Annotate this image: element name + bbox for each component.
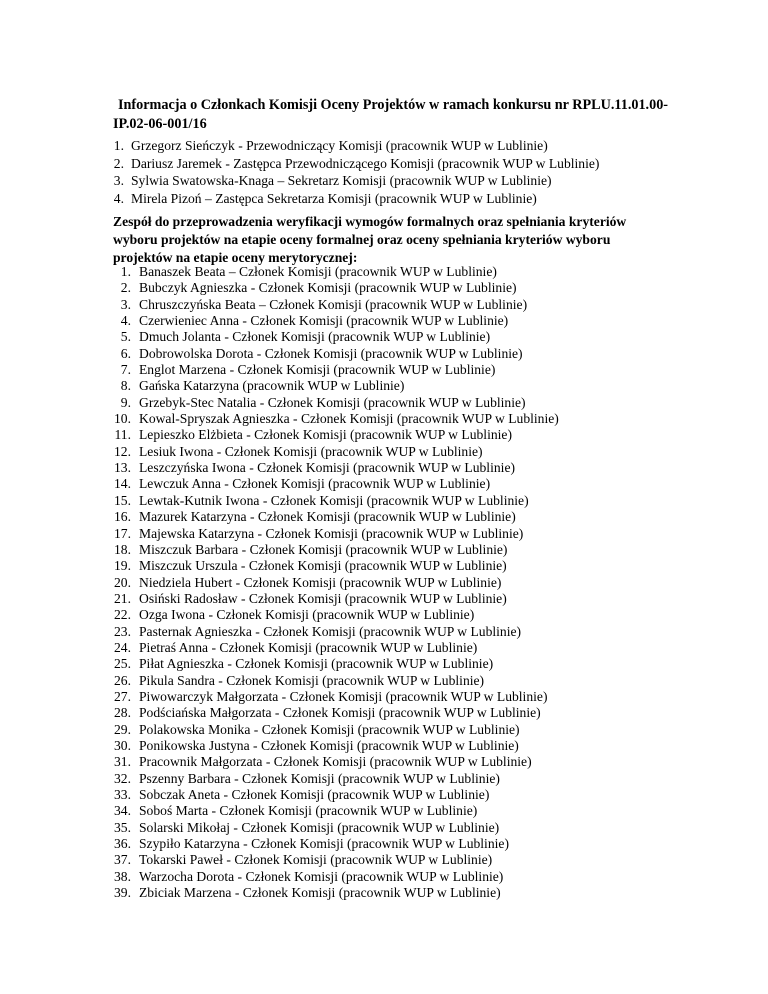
list-number: 32. [114, 770, 131, 786]
list-item-text: Englot Marzena - Członek Komisji (pracownik WUP w Lublinie) [139, 362, 496, 378]
list-item-text: Lepieszko Elżbieta - Członek Komisji (pracownik WUP w Lublinie) [139, 427, 512, 443]
list-number: 2. [120, 280, 131, 296]
list-item-text: Podściańska Małgorzata - Członek Komisji (pracownik WUP w Lublinie) [139, 705, 541, 721]
list-number: 28. [114, 705, 131, 721]
team-member-item [113, 427, 713, 443]
list-item-text: Ozga Iwona - Członek Komisji (pracownik WUP w Lublinie) [139, 607, 475, 623]
heading-line-1: Informacja o Członkach Komisji Oceny Projektów w ramach konkursu nr RPLU.11.01.00- [118, 97, 669, 113]
team-member-item [113, 460, 713, 476]
list-number: 2. [113, 155, 124, 171]
list-number: 35. [114, 819, 131, 835]
team-member-item [113, 803, 713, 819]
list-number: 31. [114, 754, 131, 770]
list-number: 4. [113, 190, 124, 206]
team-member-item [113, 787, 713, 803]
team-member-item [113, 329, 713, 345]
team-member-item [113, 378, 713, 394]
list-number: 37. [114, 852, 131, 868]
team-member-item [113, 558, 713, 574]
team-member-item [113, 754, 713, 770]
list-item-text: Sobczak Aneta - Członek Komisji (pracownik WUP w Lublinie) [139, 787, 490, 802]
list-number: 8. [120, 378, 131, 394]
team-member-item [113, 313, 713, 329]
team-member-item [113, 395, 713, 411]
list-item-text: Dobrowolska Dorota - Członek Komisji (pracownik WUP w Lublinie) [139, 345, 523, 361]
list-item-text: Pietraś Anna - Członek Komisji (pracownik WUP w Lublinie) [139, 639, 478, 655]
team-member-item [113, 656, 713, 672]
team-member-item [113, 280, 713, 296]
list-item-text: Czerwieniec Anna - Członek Komisji (pracownik WUP w Lublinie) [139, 313, 509, 329]
list-item-text: Majewska Katarzyna - Członek Komisji (pracownik WUP w Lublinie) [139, 525, 524, 541]
list-item-text: Mirela Pizoń – Zastępca Sekretarza Komisji (pracownik WUP w Lublinie) [131, 190, 537, 206]
list-item-text: Warzocha Dorota - Członek Komisji (pracownik WUP w Lublinie) [139, 868, 504, 884]
list-number: 36. [114, 836, 131, 852]
team-member-item [113, 264, 713, 280]
list-item-text: Banaszek Beata – Członek Komisji (pracownik WUP w Lublinie) [139, 264, 497, 279]
team-member-item [113, 722, 713, 738]
list-item-text: Lesiuk Iwona - Członek Komisji (pracownik WUP w Lublinie) [139, 443, 483, 459]
list-number: 27. [114, 688, 131, 704]
list-number: 10. [114, 411, 131, 427]
list-number: 1. [120, 264, 131, 279]
list-item-text: Leszczyńska Iwona - Członek Komisji (pracownik WUP w Lublinie) [139, 460, 515, 476]
list-number: 23. [114, 623, 131, 639]
list-number: 13. [114, 460, 131, 476]
list-number: 17. [114, 525, 131, 541]
committee-member-item [113, 137, 713, 155]
list-item-text: Miszczuk Urszula - Członek Komisji (pracownik WUP w Lublinie) [139, 558, 507, 574]
list-number: 5. [120, 329, 131, 345]
list-number: 6. [120, 345, 131, 361]
list-item-text: Polakowska Monika - Członek Komisji (pracownik WUP w Lublinie) [139, 721, 520, 737]
list-number: 3. [113, 173, 124, 188]
list-number: 19. [114, 558, 131, 574]
team-member-item [113, 705, 713, 721]
list-number: 1. [113, 138, 124, 153]
list-item-text: Lewtak-Kutnik Iwona - Członek Komisji (pracownik WUP w Lublinie) [139, 492, 529, 508]
list-item-text: Zbiciak Marzena - Członek Komisji (pracownik WUP w Lublinie) [139, 885, 501, 901]
team-member-item [113, 607, 713, 623]
team-member-item [113, 476, 713, 492]
team-member-item [113, 689, 713, 705]
team-member-item [113, 493, 713, 509]
team-member-item [113, 591, 713, 607]
list-number: 16. [114, 509, 131, 525]
committee-member-item [113, 155, 713, 173]
committee-member-item [113, 190, 713, 208]
team-member-item [113, 869, 713, 885]
team-title-line-3: projektów na etapie oceny merytorycznej: [113, 250, 358, 265]
team-member-item [113, 820, 713, 836]
list-item-text: Miszczuk Barbara - Członek Komisji (pracownik WUP w Lublinie) [139, 541, 508, 557]
list-number: 4. [120, 313, 131, 329]
team-member-item [113, 738, 713, 754]
document-heading [113, 96, 673, 134]
list-number: 18. [114, 541, 131, 557]
team-member-item [113, 673, 713, 689]
committee-members-list [113, 137, 713, 207]
team-member-item [113, 575, 713, 591]
team-member-item [113, 526, 713, 542]
list-number: 29. [114, 721, 131, 737]
list-item-text: Piłat Agnieszka - Członek Komisji (pracownik WUP w Lublinie) [139, 656, 494, 672]
team-title-line-1: Zespół do przeprowadzenia weryfikacji wymogów formalnych oraz spełniania kryteriów [113, 214, 627, 229]
team-members-list [113, 264, 713, 901]
list-number: 39. [114, 885, 131, 901]
list-number: 14. [114, 476, 131, 492]
list-item-text: Szypiło Katarzyna - Członek Komisji (pracownik WUP w Lublinie) [139, 836, 509, 852]
team-member-item [113, 624, 713, 640]
team-member-item [113, 852, 713, 868]
list-item-text: Dariusz Jaremek - Zastępca Przewodniczącego Komisji (pracownik WUP w Lublinie) [131, 155, 600, 171]
list-item-text: Kowal-Spryszak Agnieszka - Członek Komisji (pracownik WUP w Lublinie) [139, 411, 559, 427]
list-item-text: Piwowarczyk Małgorzata - Członek Komisji (pracownik WUP w Lublinie) [139, 688, 548, 704]
list-item-text: Lewczuk Anna - Członek Komisji (pracownik WUP w Lublinie) [139, 476, 491, 492]
team-section-title [113, 213, 673, 267]
list-number: 34. [114, 803, 131, 819]
team-member-item [113, 411, 713, 427]
list-item-text: Solarski Mikołaj - Członek Komisji (pracownik WUP w Lublinie) [139, 819, 500, 835]
list-item-text: Mazurek Katarzyna - Członek Komisji (pracownik WUP w Lublinie) [139, 509, 516, 525]
list-number: 15. [114, 492, 131, 508]
committee-member-item [113, 172, 713, 190]
team-member-item [113, 346, 713, 362]
team-member-item [113, 297, 713, 313]
team-member-item [113, 509, 713, 525]
list-number: 25. [114, 656, 131, 672]
team-member-item [113, 444, 713, 460]
list-number: 9. [120, 394, 131, 410]
list-item-text: Ponikowska Justyna - Członek Komisji (pracownik WUP w Lublinie) [139, 737, 519, 753]
list-item-text: Grzebyk-Stec Natalia - Członek Komisji (pracownik WUP w Lublinie) [139, 394, 526, 410]
list-number: 30. [114, 737, 131, 753]
list-number: 12. [114, 443, 131, 459]
list-item-text: Niedziela Hubert - Członek Komisji (pracownik WUP w Lublinie) [139, 574, 502, 590]
list-item-text: Tokarski Paweł - Członek Komisji (pracownik WUP w Lublinie) [139, 852, 493, 868]
heading-line-2: IP.02-06-001/16 [113, 116, 207, 132]
list-number: 33. [114, 787, 131, 802]
team-member-item [113, 362, 713, 378]
list-number: 22. [114, 607, 131, 623]
team-member-item [113, 836, 713, 852]
list-item-text: Gańska Katarzyna (pracownik WUP w Lublinie) [139, 378, 405, 394]
list-item-text: Chruszczyńska Beata – Członek Komisji (pracownik WUP w Lublinie) [139, 296, 528, 312]
list-item-text: Pszenny Barbara - Członek Komisji (pracownik WUP w Lublinie) [139, 770, 500, 786]
list-number: 3. [120, 296, 131, 312]
team-member-item [113, 771, 713, 787]
team-member-item [113, 542, 713, 558]
team-member-item [113, 885, 713, 901]
team-member-item [113, 640, 713, 656]
list-number: 11. [114, 427, 131, 443]
team-title-line-2: wyboru projektów na etapie oceny formalnej oraz oceny spełniania kryteriów wyboru [113, 232, 611, 247]
list-item-text: Pracownik Małgorzata - Członek Komisji (pracownik WUP w Lublinie) [139, 754, 532, 770]
list-number: 26. [114, 672, 131, 688]
list-number: 21. [114, 590, 131, 606]
list-item-text: Soboś Marta - Członek Komisji (pracownik WUP w Lublinie) [139, 803, 478, 819]
list-item-text: Osiński Radosław - Członek Komisji (pracownik WUP w Lublinie) [139, 590, 507, 606]
list-item-text: Grzegorz Sieńczyk - Przewodniczący Komisji (pracownik WUP w Lublinie) [131, 138, 548, 153]
list-item-text: Sylwia Swatowska-Knaga – Sekretarz Komisji (pracownik WUP w Lublinie) [131, 173, 552, 188]
list-item-text: Pasternak Agnieszka - Członek Komisji (pracownik WUP w Lublinie) [139, 623, 522, 639]
list-number: 7. [120, 362, 131, 378]
list-item-text: Bubczyk Agnieszka - Członek Komisji (pracownik WUP w Lublinie) [139, 280, 517, 296]
list-number: 38. [114, 868, 131, 884]
list-item-text: Pikula Sandra - Członek Komisji (pracownik WUP w Lublinie) [139, 672, 485, 688]
list-number: 24. [114, 639, 131, 655]
list-item-text: Dmuch Jolanta - Członek Komisji (pracownik WUP w Lublinie) [139, 329, 491, 345]
list-number: 20. [114, 574, 131, 590]
